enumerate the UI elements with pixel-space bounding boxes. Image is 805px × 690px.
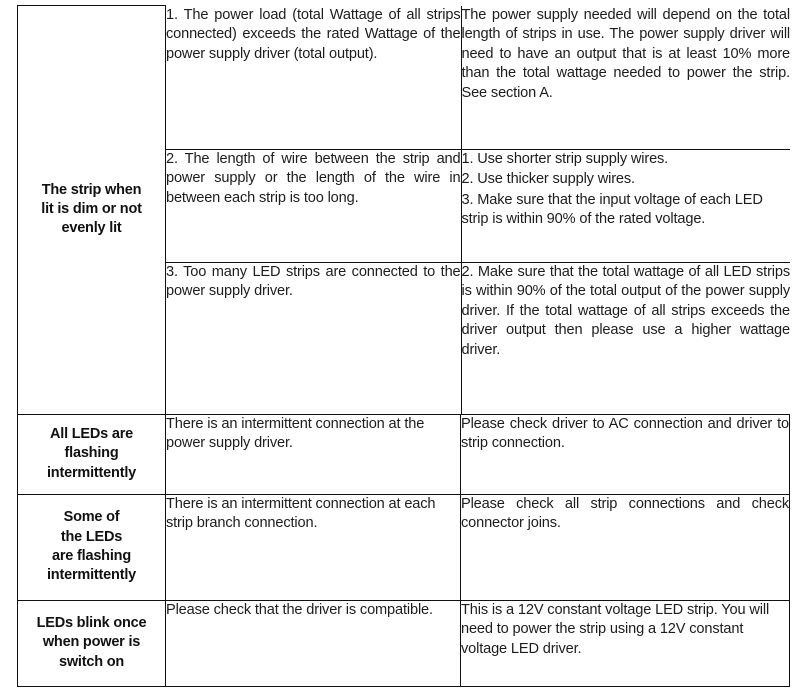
symptom-line: are flashing (52, 548, 131, 564)
symptom-line: Some of (63, 509, 120, 526)
solution-cell (461, 414, 790, 494)
symptom-cell-all-leds-flashing (18, 414, 166, 494)
table-subrow (166, 6, 790, 150)
cause-cell (166, 494, 461, 600)
cause-solution-stack (166, 6, 790, 415)
solution-text: This is a 12V constant voltage LED strip. You will need to power the strip using a 12V constant voltage LED driver. (461, 601, 770, 657)
cause-cell-3 (166, 262, 461, 414)
solution-item: 2. Use thicker supply wires. (461, 171, 635, 188)
symptom-label (18, 175, 165, 245)
cause-text: 1. The power load (total Wattage of all strips connected) exceeds the rated Wattage of the power supply driver (total output). (166, 6, 461, 62)
table-row (18, 6, 790, 415)
cause-text: Please check that the driver is compatible. (166, 601, 433, 618)
symptom-line: switch on (58, 653, 125, 670)
symptom-line: intermittently (46, 567, 137, 584)
symptom-label (18, 419, 165, 489)
solution-cell-1 (461, 6, 790, 150)
cause-cell-2 (166, 149, 461, 262)
symptom-line: the LEDs (60, 528, 123, 545)
solution-cell (461, 600, 790, 686)
cause-cell-1 (166, 6, 461, 150)
symptom-line: The strip when (41, 181, 142, 198)
symptom-label (18, 502, 165, 591)
table-subrow (166, 262, 790, 414)
symptom-line: All LEDs are (49, 426, 134, 443)
table-subrow (166, 149, 790, 262)
troubleshooting-table-page (0, 5, 805, 690)
table-row (18, 414, 790, 494)
solution-text: Please check all strip connections and check connector joins. (461, 495, 789, 532)
symptom-cell-dim-strip (18, 6, 166, 415)
symptom-line: flashing (64, 445, 119, 462)
cause-cell (166, 600, 461, 686)
nested-subrow-table (166, 6, 790, 414)
solution-text: The power supply needed will depend on the total length of strips in use. The power supply driver will need to have an output that is at least 10% more than the total wattage needed to power the strip. See section A. (461, 6, 790, 101)
solution-item: 1. Use shorter strip supply wires. (461, 150, 669, 167)
solution-text: 2. Make sure that the total wattage of all LED strips is within 90% of the total output of the power supply driver. If the total wattage of all strips exceeds the driver output then please use a higher wattage driver. (461, 263, 790, 358)
symptom-line: intermittently (46, 464, 137, 481)
solution-cell-3 (461, 262, 790, 414)
symptom-line: LEDs blink once (36, 615, 147, 632)
symptom-line: lit is dim or not (41, 201, 142, 218)
troubleshooting-table (17, 5, 790, 687)
symptom-line: when power is (42, 634, 141, 651)
cause-text: 2. The length of wire between the strip and power supply or the length of the wire in between each strip is too long. (166, 150, 461, 206)
table-row (18, 494, 790, 600)
cause-text: 3. Too many LED strips are connected to the power supply driver. (166, 263, 461, 300)
table-row (18, 600, 790, 686)
symptom-cell-some-leds-flashing (18, 494, 166, 600)
solution-item: 3. Make sure that the input voltage of each LED strip is within 90% of the rated voltage. (461, 191, 763, 228)
cause-text: There is an intermittent connection at each strip branch connection. (166, 495, 436, 532)
symptom-label (18, 608, 165, 678)
solution-text: Please check driver to AC connection and driver to strip connection. (461, 415, 789, 452)
solution-cell (461, 494, 790, 600)
symptom-cell-leds-blink-once (18, 600, 166, 686)
solution-cell-2 (461, 149, 790, 262)
cause-cell (166, 414, 461, 494)
symptom-line: evenly lit (61, 220, 122, 237)
cause-text: There is an intermittent connection at the power supply driver. (166, 415, 425, 452)
